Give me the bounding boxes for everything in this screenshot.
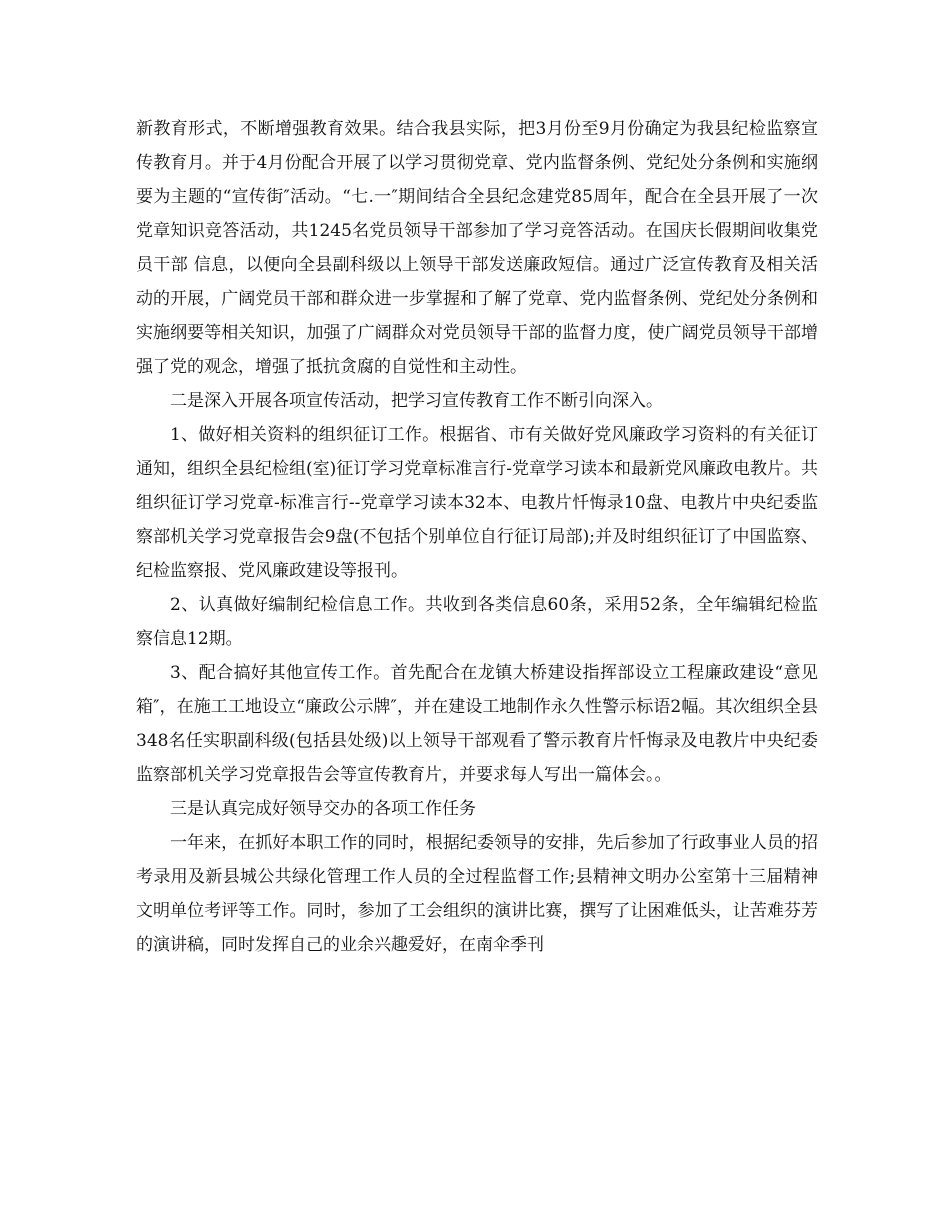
paragraph-section-two-heading: 二是深入开展各项宣传活动，把学习宣传教育工作不断引向深入。 [170, 391, 663, 411]
paragraph-item-1: 1、做好相关资料的组织征订工作。根据省、市有关做好党风廉政学习资料的有关征订通知，组织全县纪检组(室)征订学习党章标准言行-党章学习读本和最新党风廉政电教片。共组织征订学习党章-标准言行--党章学习读本32本、电教片忏悔录10盘、电教片中央纪委监察部机关学习党章报告会9盘(不包括个别单位自行征订局部);并及时组织征订了中国监察、纪检监察报、党风廉政建设等报刊。 [136, 425, 819, 581]
paragraph-item-2: 2、认真做好编制纪检信息工作。共收到各类信息60条，采用52条，全年编辑纪检监察信息12期。 [136, 595, 818, 649]
document-body [136, 112, 818, 962]
paragraph-continuation: 新教育形式，不断增强教育效果。结合我县实际，把3月份至9月份确定为我县纪检监察宣传教育月。并于4月份配合开展了以学习贯彻党章、党内监督条例、党纪处分条例和实施纲要为主题的“宣传街″活动。“七.一″期间结合全县纪念建党85周年，配合在全县开展了一次党章知识竞答活动，共1245名党员领导干部参加了学习竞答活动。在国庆长假期间收集党员干部 信息，以便向全县副科级以上领导干部发送廉政短信。通过广泛宣传教育及相关活动的开展，广阔党员干部和群众进一步掌握和了解了党章、党内监督条例、党纪处分条例和实施纲要等相关知识，加强了广阔群众对党员领导干部的监督力度，使广阔党员领导干部增强了党的观念，增强了抵抗贪腐的自觉性和主动性。 [136, 119, 818, 377]
paragraph-section-three-heading: 三是认真完成好领导交办的各项工作任务 [170, 799, 476, 819]
paragraph-section-three-body: 一年来，在抓好本职工作的同时，根据纪委领导的安排，先后参加了行政事业人员的招考录用及新县城公共绿化管理工作人员的全过程监督工作;县精神文明办公室第十三届精神文明单位考评等工作。同时，参加了工会组织的演讲比赛，撰写了让困难低头，让苦难芬芳的演讲稿，同时发挥自己的业余兴趣爱好，在南伞季刊 [136, 833, 818, 955]
paragraph-item-3: 3、配合搞好其他宣传工作。首先配合在龙镇大桥建设指挥部设立工程廉政建设“意见箱″，在施工工地设立“廉政公示牌″，并在建设工地制作永久性警示标语2幅。其次组织全县348名任实职副科级(包括县处级)以上领导干部观看了警示教育片忏悔录及电教片中央纪委监察部机关学习党章报告会等宣传教育片，并要求每人写出一篇体会。。 [136, 663, 818, 785]
